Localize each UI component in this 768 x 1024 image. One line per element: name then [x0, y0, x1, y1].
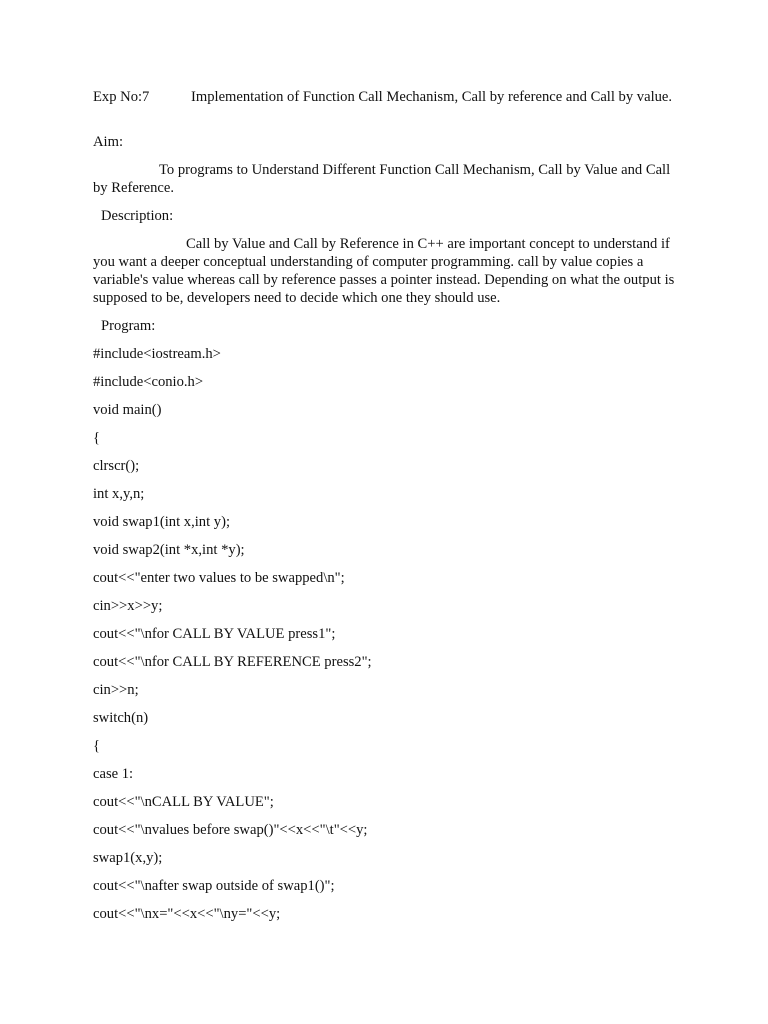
description-text: Call by Value and Call by Reference in C++ are important concept to understand if you want a deeper conceptual understanding of computer programming. call by value copies a variable's value whereas call by reference passes a pointer instead. Depending on what the output is supposed to be, developers need to decide which one they should use.: [93, 236, 675, 306]
aim-text: To programs to Understand Different Function Call Mechanism, Call by Value and Call by Reference.: [93, 162, 671, 196]
aim-label: Aim:: [93, 134, 123, 150]
code-line: int x,y,n;: [93, 486, 145, 502]
experiment-header: [93, 88, 683, 106]
code-line: switch(n): [93, 710, 149, 726]
code-line: cin>>n;: [93, 682, 139, 698]
description-label: Description:: [101, 208, 174, 224]
code-line: cin>>x>>y;: [93, 598, 163, 614]
code-line: void swap1(int x,int y);: [93, 514, 231, 530]
code-line: cout<<"\nfor CALL BY REFERENCE press2";: [93, 654, 372, 670]
code-line: swap1(x,y);: [93, 850, 163, 866]
code-line: #include<conio.h>: [93, 374, 204, 390]
code-line: void swap2(int *x,int *y);: [93, 542, 245, 558]
code-line: cout<<"\nfor CALL BY VALUE press1";: [93, 626, 336, 642]
experiment-title: Implementation of Function Call Mechanism, Call by reference and Call by value.: [191, 89, 673, 105]
code-line: void main(): [93, 402, 162, 418]
code-line: cout<<"\nafter swap outside of swap1()";: [93, 878, 335, 894]
code-line: case 1:: [93, 766, 134, 782]
code-line: {: [93, 430, 101, 446]
code-line: cout<<"\nvalues before swap()"<<x<<"\t"<<y;: [93, 822, 368, 838]
code-line: clrscr();: [93, 458, 140, 474]
experiment-number: Exp No:7: [93, 89, 150, 105]
code-line: cout<<"\nCALL BY VALUE";: [93, 794, 274, 810]
code-line: cout<<"\nx="<<x<<"\ny="<<y;: [93, 906, 281, 922]
code-line: cout<<"enter two values to be swapped\n";: [93, 570, 345, 586]
program-label: Program:: [101, 318, 156, 334]
code-line: {: [93, 738, 101, 754]
code-line: #include<iostream.h>: [93, 346, 221, 362]
